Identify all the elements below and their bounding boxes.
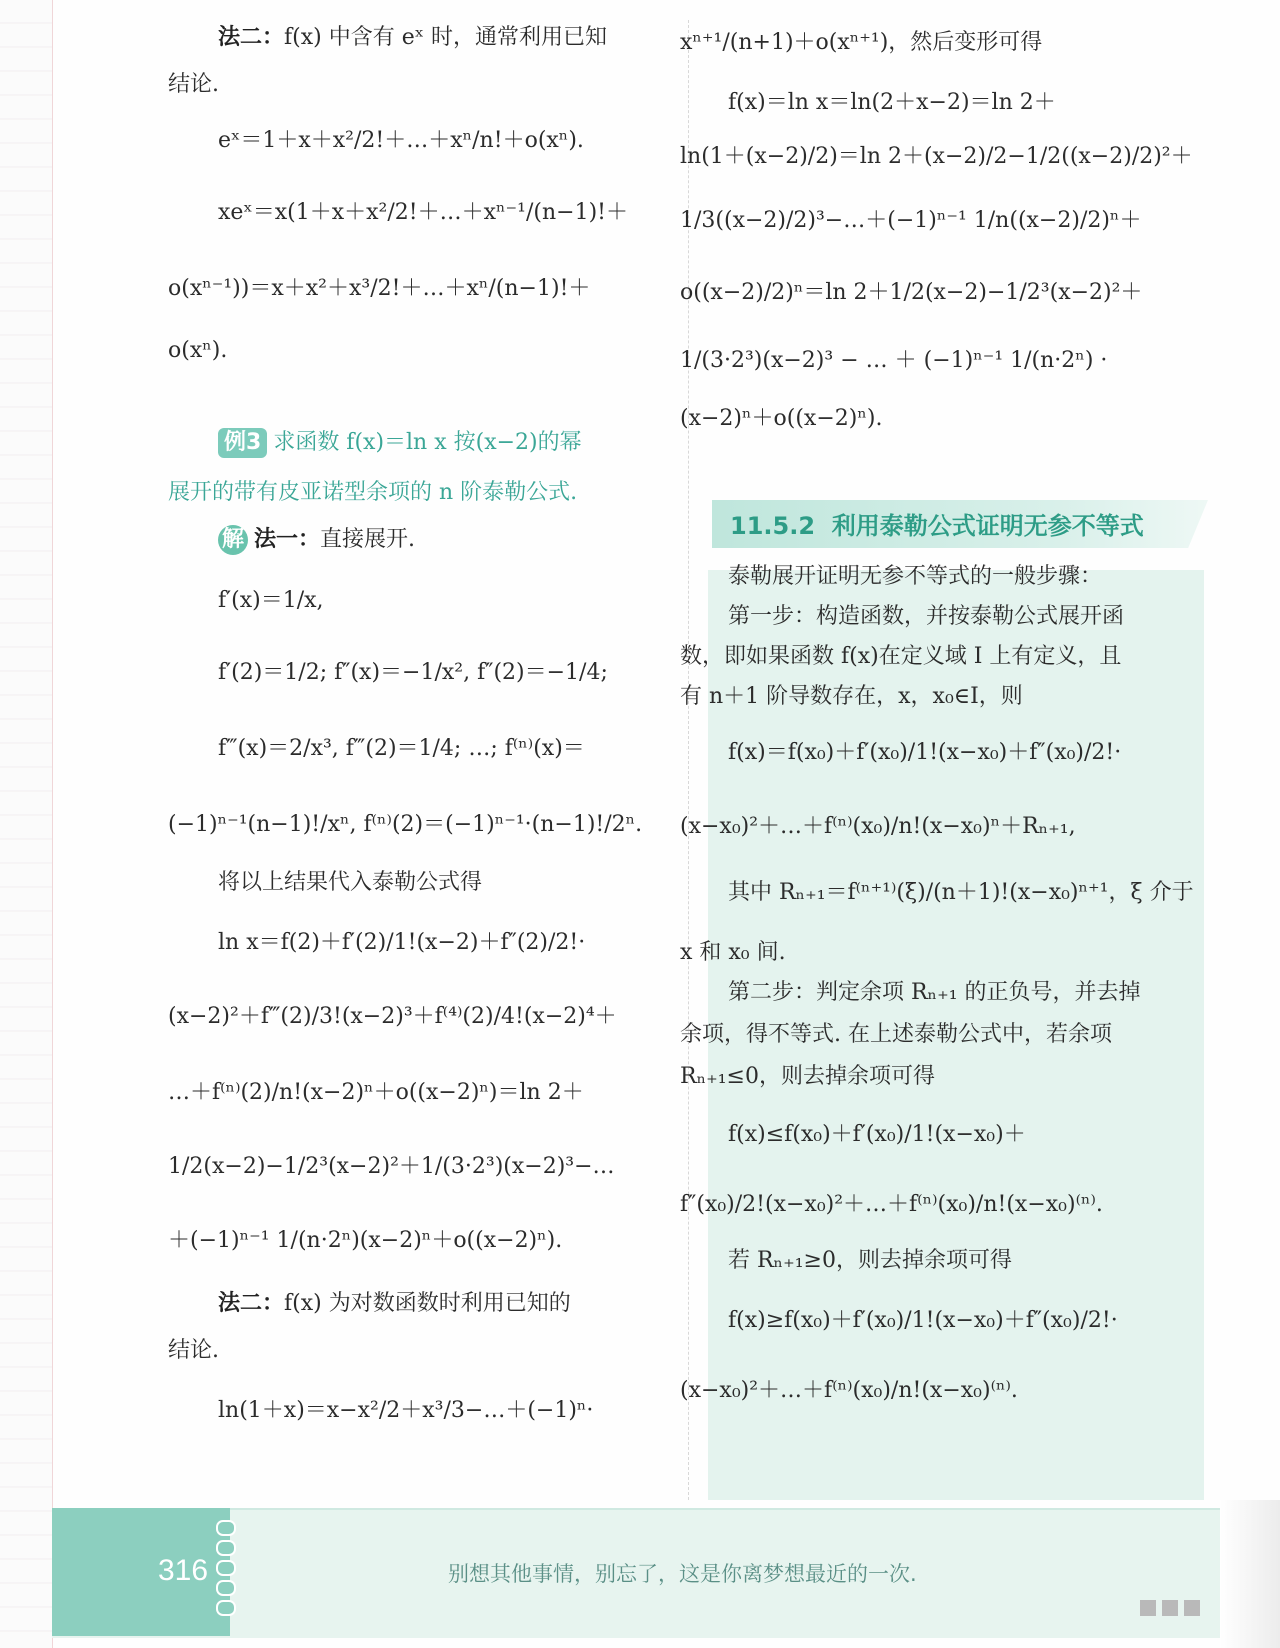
right-formula-3: 1/3((x−2)/2)³−…＋(−1)ⁿ⁻¹ 1/n((x−2)/2)ⁿ＋ xyxy=(680,208,1142,233)
left-formula-14: ln x＝f(2)＋f′(2)/1!(x−2)＋f″(2)/2!· xyxy=(218,930,586,955)
left-formula-17: 1/2(x−2)−1/2³(x−2)²＋1/(3·2³)(x−2)³−… xyxy=(168,1154,615,1179)
column-divider xyxy=(688,20,690,1500)
box-line-1: 第一步：构造函数，并按泰勒公式展开函 xyxy=(728,604,1125,629)
example-title: 例3 求函数 f(x)＝ln x 按(x−2)的幂 xyxy=(218,428,582,458)
left-formula-5: o(xⁿ). xyxy=(168,338,228,363)
left-line-20: 结论. xyxy=(168,1338,219,1363)
box-formula-6: 其中 Rₙ₊₁＝f⁽ⁿ⁺¹⁾(ξ)/(n＋1)!(x−x₀)ⁿ⁺¹，ξ 介于 xyxy=(728,880,1194,905)
scan-marker-icon xyxy=(1140,1600,1220,1622)
right-formula-4: o((x−2)/2)ⁿ＝ln 2＋1/2(x−2)−1/2³(x−2)²＋ xyxy=(680,280,1143,305)
right-formula-0: xⁿ⁺¹/(n+1)＋o(xⁿ⁺¹)，然后变形可得 xyxy=(680,30,1043,55)
box-line-0: 泰勒展开证明无参不等式的一般步骤： xyxy=(728,564,1103,589)
box-line-13: 若 Rₙ₊₁≥0，则去掉余项可得 xyxy=(728,1248,1012,1273)
box-formula-4: f(x)＝f(x₀)＋f′(x₀)/1!(x−x₀)＋f″(x₀)/2!· xyxy=(728,740,1122,765)
box-formula-12: f″(x₀)/2!(x−x₀)²＋…＋f⁽ⁿ⁾(x₀)/n!(x−x₀)⁽ⁿ⁾. xyxy=(680,1192,1103,1217)
page-fold-shadow xyxy=(1220,1500,1280,1648)
section-heading xyxy=(730,506,1144,541)
example-title-cont: 展开的带有皮亚诺型余项的 n 阶泰勒公式. xyxy=(168,480,578,505)
spiral-rings-icon xyxy=(214,1520,234,1630)
section-number: 11.5.2 xyxy=(730,512,816,540)
box-formula-5: (x−x₀)²＋…＋f⁽ⁿ⁾(x₀)/n!(x−x₀)ⁿ＋Rₙ₊₁, xyxy=(680,814,1076,839)
left-formula-10: f′(2)＝1/2; f″(x)＝−1/x², f″(2)＝−1/4; xyxy=(218,660,608,685)
left-formula-11: f‴(x)＝2/x³, f‴(2)＝1/4; …; f⁽ⁿ⁾(x)＝ xyxy=(218,736,585,761)
section-title: 利用泰勒公式证明无参不等式 xyxy=(831,512,1144,540)
box-formula-14: f(x)≥f(x₀)＋f′(x₀)/1!(x−x₀)＋f″(x₀)/2!· xyxy=(728,1308,1118,1333)
left-line-13: 将以上结果代入泰勒公式得 xyxy=(218,870,483,895)
left-formula-15: (x−2)²＋f‴(2)/3!(x−2)³＋f⁽⁴⁾(2)/4!(x−2)⁴＋ xyxy=(168,1004,617,1029)
left-formula-12: (−1)ⁿ⁻¹(n−1)!/xⁿ, f⁽ⁿ⁾(2)＝(−1)ⁿ⁻¹·(n−1)!/2ⁿ. xyxy=(168,812,643,837)
right-formula-6: (x−2)ⁿ＋o((x−2)ⁿ). xyxy=(680,406,883,431)
left-formula-3: xeˣ＝x(1＋x＋x²/2!＋…＋xⁿ⁻¹/(n−1)!＋ xyxy=(218,200,628,225)
margin-line xyxy=(52,0,53,1648)
right-formula-2: ln(1＋(x−2)/2)＝ln 2＋(x−2)/2−1/2((x−2)/2)²＋ xyxy=(680,144,1193,169)
box-line-7: x 和 x₀ 间. xyxy=(680,940,786,965)
box-line-9: 余项，得不等式. 在上述泰勒公式中，若余项 xyxy=(680,1022,1112,1047)
box-line-3: 有 n＋1 阶导数存在，x，x₀∈I，则 xyxy=(680,684,1023,709)
box-formula-15: (x−x₀)²＋…＋f⁽ⁿ⁾(x₀)/n!(x−x₀)⁽ⁿ⁾. xyxy=(680,1378,1018,1403)
solution-badge: 解 xyxy=(218,525,248,555)
box-line-10: Rₙ₊₁≤0，则去掉余项可得 xyxy=(680,1064,935,1089)
box-line-2: 数，即如果函数 f(x)在定义域 I 上有定义，且 xyxy=(680,644,1122,669)
left-formula-9: f′(x)＝1/x, xyxy=(218,588,324,613)
left-line-19: 法二：f(x) 为对数函数时利用已知的 xyxy=(218,1290,571,1316)
box-formula-11: f(x)≤f(x₀)＋f′(x₀)/1!(x−x₀)＋ xyxy=(728,1122,1026,1147)
right-formula-5: 1/(3·2³)(x−2)³ − … ＋ (−1)ⁿ⁻¹ 1/(n·2ⁿ) · xyxy=(680,348,1108,373)
footer-motto: 别想其他事情，别忘了，这是你离梦想最近的一次. xyxy=(448,1562,917,1586)
left-line-1: 结论. xyxy=(168,72,219,97)
left-formula-16: …＋f⁽ⁿ⁾(2)/n!(x−2)ⁿ＋o((x−2)ⁿ)＝ln 2＋ xyxy=(168,1080,584,1105)
left-formula-2: eˣ＝1＋x＋x²/2!＋…＋xⁿ/n!＋o(xⁿ). xyxy=(218,128,584,153)
solution-line: 解 法一：直接展开. xyxy=(218,524,415,555)
box-line-8: 第二步：判定余项 Rₙ₊₁ 的正负号，并去掉 xyxy=(728,980,1141,1005)
right-formula-1: f(x)＝ln x＝ln(2＋x−2)＝ln 2＋ xyxy=(728,90,1056,115)
left-line-0: 法二：f(x) 中含有 eˣ 时，通常利用已知 xyxy=(218,24,608,50)
page-number: 316 xyxy=(158,1554,209,1587)
left-formula-18: ＋(−1)ⁿ⁻¹ 1/(n·2ⁿ)(x−2)ⁿ＋o((x−2)ⁿ). xyxy=(168,1228,563,1253)
notebook-binding-strip xyxy=(0,0,52,1648)
example-badge: 例3 xyxy=(218,428,267,458)
left-formula-4: o(xⁿ⁻¹))＝x＋x²＋x³/2!＋…＋xⁿ/(n−1)!＋ xyxy=(168,276,591,301)
left-formula-21: ln(1＋x)＝x−x²/2＋x³/3−…＋(−1)ⁿ· xyxy=(218,1398,594,1423)
